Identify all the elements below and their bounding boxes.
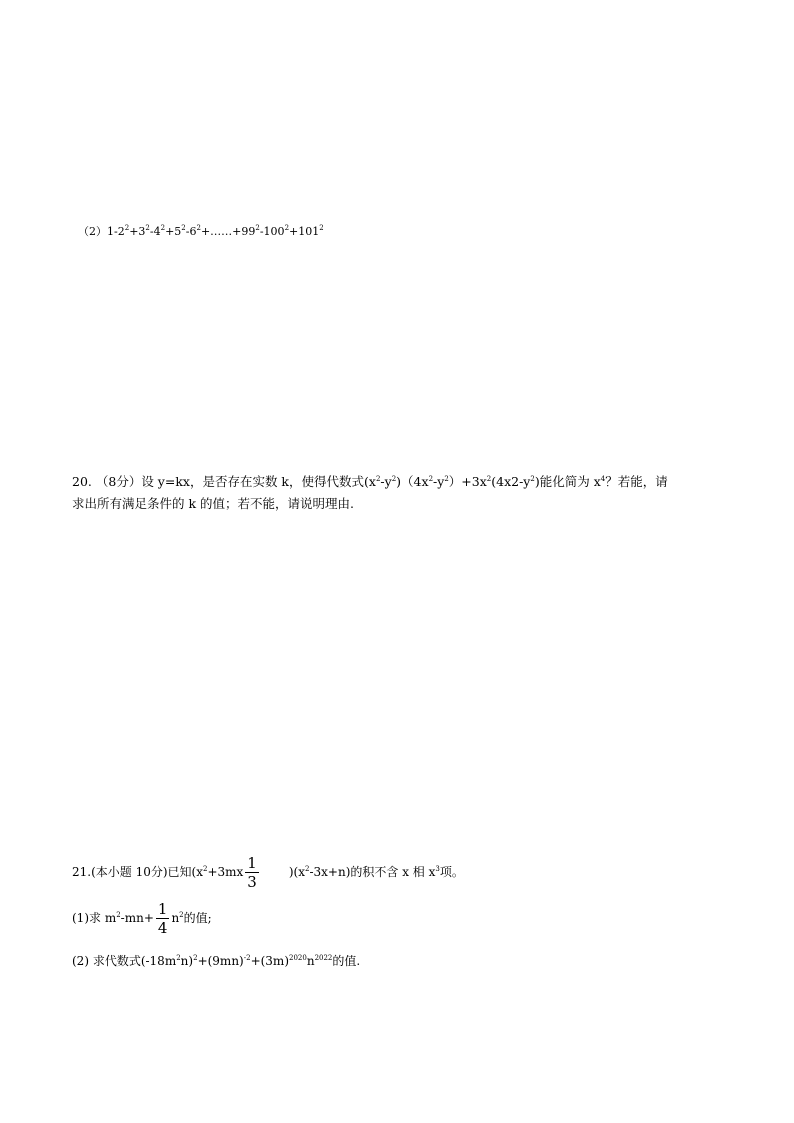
question-number: 20. bbox=[72, 474, 92, 489]
question-21-part-1: (1)求 $m^2-mn+$ $\frac{1}{4}$ $n^2$的值; bbox=[72, 900, 212, 937]
question-20-line-1: 20. （8分）设 y=kx，是否存在实数 k，使得代数式$(x^2-y^2)(4x^2-y^2)+3x^2(4x2-y^2)$能化简为 $x^4$？若能，请 bbox=[72, 474, 668, 489]
question-19-part-2: $(2)1-2^2+3^2-4^2+5^2-6^2+\dots\dots+99^2-100^2+101^2$ bbox=[78, 224, 324, 238]
fraction-one-quarter: $\frac{1}{4}$ bbox=[157, 900, 168, 937]
question-21-stem: 21.(本小题 10分)已知($x^2+3mx$ $\frac{1}{3}$ )$(x^2-3x+n)$的积不含 x 相 $x^3$项。 bbox=[72, 854, 464, 891]
question-21-part-2: (2) 求代数式$(-18m^2n)^2+(9mn)^{-2}+(3m)^{2020}n^{2022}$的值. bbox=[72, 954, 361, 968]
fraction-one-third: $\frac{1}{3}$ bbox=[247, 854, 257, 891]
question-20-line-2: 求出所有满足条件的 k 的值；若不能，请说明理由. bbox=[72, 496, 354, 511]
